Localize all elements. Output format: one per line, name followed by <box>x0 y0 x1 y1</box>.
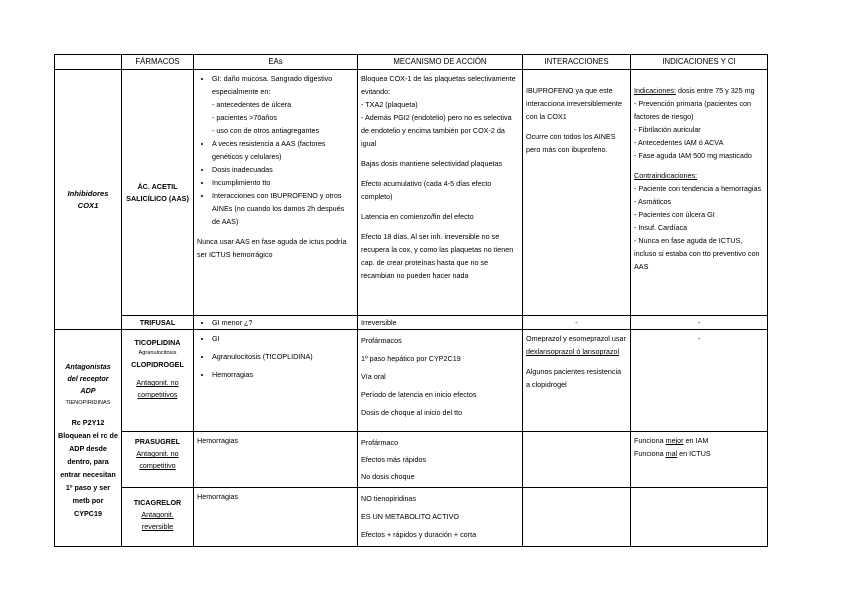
inter-ticlopidina: Omeprazol y esomeprazol usar dexlansoprazol ó lansoprazol Algunos pacientes resistencia a clopidrogel <box>523 330 631 432</box>
header-eas: EAs <box>194 55 358 70</box>
table-row-ticlopidina <box>55 330 768 432</box>
list-item: • GI menor ¿? <box>212 316 354 329</box>
ind-trifusal: - <box>631 316 768 330</box>
list-item: • Incumplimiento tto <box>212 176 354 189</box>
mec-prasugrel: Profármaco Efectos más rápidos No dosis choque <box>358 432 523 488</box>
list-item: • A veces resistencia a AAS (factores genéticos y celulares) <box>212 137 354 163</box>
ind-aas: Indicaciones: dosis entre 75 y 325 mg - Prevención primaria (pacientes con factores de riesgo) - Fibrilación auricular - Antecedentes IAM ó ACVA - Fase aguda IAM 500 mg masticado Contraindicaciones: - Paciente con tendencia a hemorragias - Asmáticos - Pacientes con úlcera GI - Insuf. Cardíaca - Nunca en fase aguda de ICTUS, incluso si estaba con tto preventivo con AAS <box>631 70 768 316</box>
list-item: • GI: daño mucosa. Sangrado digestivo especialmente en: - antecedentes de úlcera - pacientes >70años - uso con de otros antiagregantes <box>212 72 354 137</box>
table-row-prasugrel <box>55 432 768 488</box>
header-farmacos: FÁRMACOS <box>122 55 194 70</box>
eas-ticlopidina <box>194 330 358 432</box>
header-indicaciones: INDICACIONES Y CI <box>631 55 768 70</box>
eas-aas-list <box>197 72 354 228</box>
list-item: • GI <box>212 332 354 345</box>
inter-trifusal: - <box>523 316 631 330</box>
inter-ticagrelor <box>523 488 631 547</box>
mec-trifusal: Irreversible <box>358 316 523 330</box>
eas-aas-note: Nunca usar AAS en fase aguda de ictus podría ser ICTUS hemorrágico <box>197 237 347 259</box>
inter-aas: IBUPROFENO ya que este interacciona irreversiblemente con la COX1 Ocurre con todos los AINES pero más con ibuprofeno. <box>523 70 631 316</box>
eas-prasugrel: Hemorragias <box>194 432 358 488</box>
list-item: • Dosis inadecuadas <box>212 163 354 176</box>
group-label-cox1: Inhibidores COX1 <box>55 70 122 330</box>
list-item: • Agranulocitosis (TICOPLIDINA) <box>212 350 354 363</box>
inter-prasugrel <box>523 432 631 488</box>
drug-aas: ÁC. ACETIL SALICÍLICO (AAS) <box>122 70 194 316</box>
header-row <box>55 55 768 70</box>
table-row-ticagrelor <box>55 488 768 547</box>
mec-aas: Bloquea COX-1 de las plaquetas selectivamente evitando: - TXA2 (plaqueta) - Además PGI2 (endotelio) pero no es selectiva de endotelio y encima también por COX-2 da igual Bajas dosis mantiene selectividad plaquetas Efecto acumulativo (cada 4-5 días efecto completo) Latencia en comienzo/fin del efecto Efecto 18 días. Al ser inh. irreversible no se recupera la cox, y como las plaquetas no tienen cap. de crear proteínas hasta que no se recambian no pueden hacer nada <box>358 70 523 316</box>
ind-prasugrel: Funciona mejor en IAM Funciona mal en ICTUS <box>631 432 768 488</box>
eas-trifusal <box>194 316 358 330</box>
drug-ticagrelor: TICAGRELOR Antagonit. reversible <box>122 488 194 547</box>
drug-trifusal: TRIFUSAL <box>122 316 194 330</box>
table-row-trifusal <box>55 316 768 330</box>
header-empty <box>55 55 122 70</box>
ind-ticagrelor <box>631 488 768 547</box>
ind-ticlopidina: - <box>631 330 768 432</box>
drug-prasugrel: PRASUGREL Antagonit. no competitivo <box>122 432 194 488</box>
pharmacology-table <box>54 54 768 547</box>
eas-ticagrelor: Hemorragias <box>194 488 358 547</box>
table-row-aas <box>55 70 768 316</box>
header-mecanismo: MECANISMO DE ACCIÓN <box>358 55 523 70</box>
list-item: • Interacciones con IBUPROFENO y otros AINEs (no cuando los damos 2h después de AAS) <box>212 189 354 228</box>
mec-ticlopidina: Profármacos 1º paso hepático por CYP2C19 Vía oral Período de latencia en inicio efectos Dosis de choque al inicio del tto <box>358 330 523 432</box>
group-label-adp: Antagonistas del receptor ADP TIENOPIRIDINAS Rc P2Y12 Bloquean el rc de ADP desde dentro, para entrar necesitan 1º paso y ser metb por CYPC19 <box>55 330 122 547</box>
drug-ticlopidina: TICOPLIDINA Agranulocitosis CLOPIDROGEL Antagonit. no competitivos <box>122 330 194 432</box>
list-item: • Hemorragias <box>212 368 354 381</box>
header-interacciones: INTERACCIONES <box>523 55 631 70</box>
mec-ticagrelor: NO tienopiridinas ES UN METABOLITO ACTIVO Efectos + rápidos y duración + corta <box>358 488 523 547</box>
eas-aas <box>194 70 358 316</box>
